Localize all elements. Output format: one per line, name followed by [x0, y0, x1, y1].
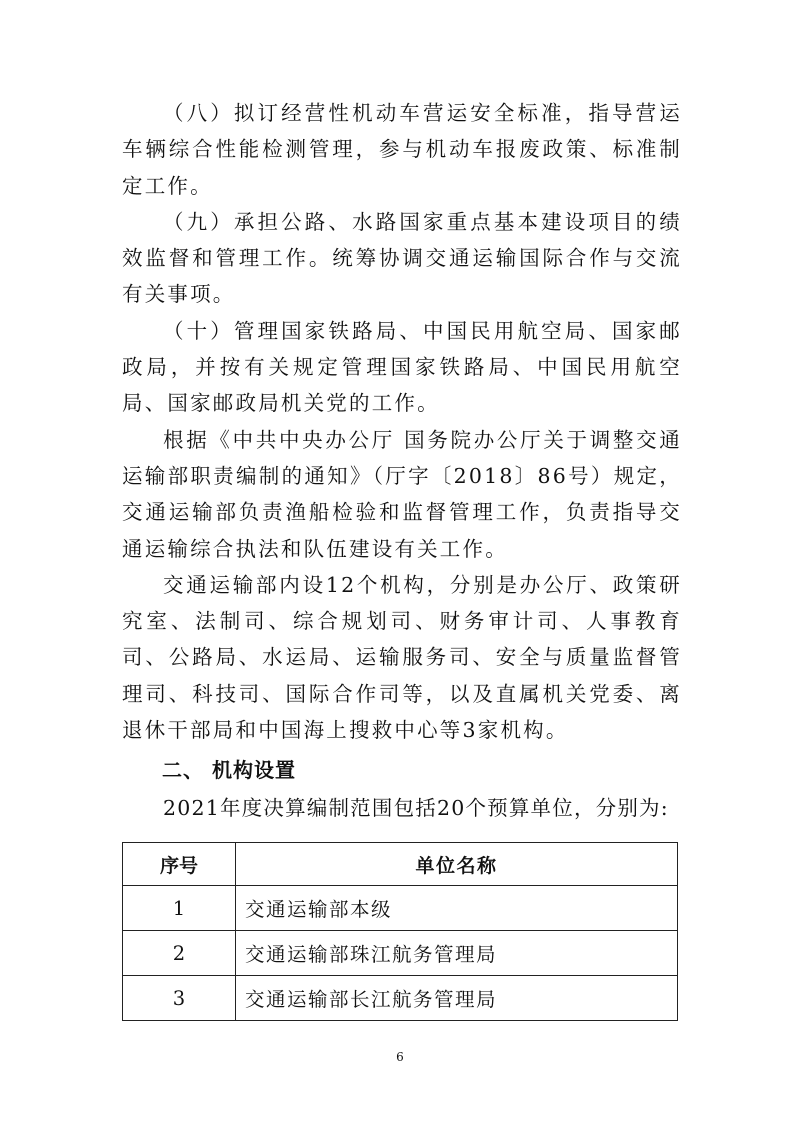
paragraph-item-9: （九）承担公路、水路国家重点基本建设项目的绩效监督和管理工作。统筹协调交通运输国际合作与交流有关事项。 [122, 209, 682, 307]
paragraph-notice-reference: 根据《中共中央办公厅 国务院办公厅关于调整交通运输部职责编制的通知》（厅字〔2018〕86号）规定，交通运输部负责渔船检验和监督管理工作，负责指导交通运输综合执法和队伍建设有关工作。 [122, 427, 682, 561]
budget-scope-intro: 2021年度决算编制范围包括20个预算单位，分别为: [163, 796, 669, 821]
document-body [122, 95, 682, 826]
paragraph-item-10: （十）管理国家铁路局、中国民用航空局、国家邮政局，并按有关规定管理国家铁路局、中国民用航空局、国家邮政局机关党的工作。 [122, 318, 682, 416]
row-unit-name: 交通运输部长江航务管理局 [236, 976, 678, 1021]
row-seq: 1 [123, 886, 236, 931]
section-heading: 二、 机构设置 [162, 758, 296, 783]
table-row [123, 976, 678, 1021]
paragraph-internal-institutions: 交通运输部内设12个机构，分别是办公厅、政策研究室、法制司、综合规划司、财务审计司、人事教育司、公路局、水运局、运输服务司、安全与质量监督管理司、科技司、国际合作司等，以及直属机关党委、离退休干部局和中国海上搜救中心等3家机构。 [122, 572, 682, 743]
page-number: 6 [396, 1050, 404, 1064]
table-row [123, 886, 678, 931]
row-seq: 3 [123, 976, 236, 1021]
row-unit-name: 交通运输部本级 [236, 886, 678, 931]
table-header-row [123, 843, 678, 886]
header-seq: 序号 [123, 843, 236, 886]
paragraph-item-8: （八）拟订经营性机动车营运安全标准，指导营运车辆综合性能检测管理，参与机动车报废政策、标准制定工作。 [122, 101, 682, 198]
header-unit-name: 单位名称 [236, 843, 678, 886]
row-unit-name: 交通运输部珠江航务管理局 [236, 931, 678, 976]
row-seq: 2 [123, 931, 236, 976]
budget-units-table [122, 842, 678, 1021]
table-row [123, 931, 678, 976]
